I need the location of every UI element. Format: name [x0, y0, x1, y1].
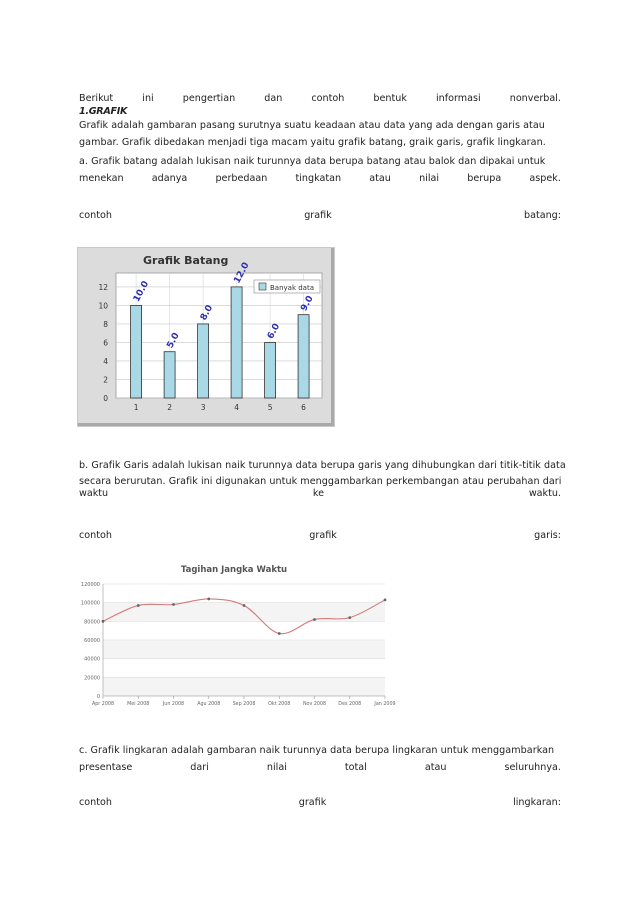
y-tick-label: 6: [103, 338, 108, 348]
x-tick-label: 1: [133, 403, 139, 412]
word: waktu: [79, 488, 109, 499]
line-chart-svg: [79, 561, 403, 711]
word: tingkatan: [295, 173, 342, 184]
y-tick-label: 12: [98, 282, 108, 292]
intro-line-1: [79, 93, 561, 105]
chart-title: Tagihan Jangka Waktu: [180, 565, 288, 575]
x-tick-label: Okt 2008: [268, 702, 291, 707]
y-tick-label: 0: [96, 694, 100, 700]
plot-band: [103, 621, 385, 640]
word: contoh: [311, 93, 345, 104]
section-b-line-3: [79, 488, 561, 500]
legend-swatch: [259, 283, 266, 290]
bar-value-label: 12.0: [232, 260, 252, 286]
x-tick-label: Jun 2008: [162, 702, 185, 707]
x-tick-label: Agu 2008: [197, 702, 221, 707]
plot-band: [103, 584, 385, 603]
word: grafik: [304, 210, 332, 221]
y-tick-label: 10: [98, 301, 108, 311]
y-tick-label: 8: [103, 319, 108, 329]
word: seluruhnya.: [504, 762, 561, 773]
x-tick-label: Des 2008: [338, 702, 362, 707]
plot-band: [103, 659, 385, 678]
x-tick-label: Apr 2008: [91, 702, 115, 707]
word: nilai: [419, 173, 440, 184]
bar-value-label: 5.0: [165, 331, 182, 351]
word: ke: [312, 488, 325, 499]
y-tick-label: 20000: [84, 675, 100, 682]
data-point: [172, 603, 175, 606]
word: dan: [264, 93, 283, 104]
word: grafik: [298, 797, 327, 808]
word: contoh: [79, 797, 112, 808]
word: grafik: [309, 530, 337, 541]
word: total: [344, 762, 367, 773]
data-point: [243, 604, 246, 607]
y-tick-label: 80000: [84, 619, 100, 626]
bar-value-label: 6.0: [265, 322, 283, 341]
bar: [164, 352, 175, 398]
x-tick-label: 2: [167, 403, 172, 412]
section-a-example-caption: [79, 210, 561, 222]
x-tick-label: Jan 2009: [374, 702, 396, 707]
word: nonverbal.: [509, 93, 561, 104]
word: nilai: [266, 762, 287, 773]
y-tick-label: 100000: [80, 600, 100, 607]
y-tick-label: 4: [103, 356, 108, 366]
word: menekan: [79, 173, 124, 184]
bar: [298, 315, 309, 398]
intro-line-2: Grafik adalah gambaran pasang surutnya suatu keadaan atau data yang ada dengan garis atau: [79, 120, 545, 131]
chart-title: Grafik Batang: [143, 254, 229, 267]
y-tick-label: 0: [103, 394, 108, 403]
section-c-line-1: c. Grafik lingkaran adalah gambaran naik turunnya data berupa lingkaran untuk menggambarkan: [79, 745, 555, 756]
word: waktu.: [528, 488, 561, 499]
data-point: [278, 632, 281, 635]
bar: [265, 342, 276, 398]
legend: [254, 280, 320, 293]
data-point: [137, 604, 140, 607]
plot-band: [103, 640, 385, 659]
section-c-line-2: [79, 762, 561, 774]
section-a-line-2: [79, 173, 561, 185]
plot-band: [103, 677, 385, 696]
bar-chart: [77, 247, 335, 427]
section-heading: 1.GRAFIK: [79, 106, 128, 117]
word: contoh: [79, 530, 112, 541]
x-tick-label: 5: [267, 403, 273, 412]
x-tick-label: Nov 2008: [302, 702, 327, 707]
section-b-line-2: secara berurutan. Grafik ini digunakan untuk menggambarkan perkembangan atau perubahan dari: [79, 476, 562, 487]
word: berupa: [467, 173, 502, 184]
word: atau: [369, 173, 391, 184]
word: presentase: [79, 762, 133, 773]
section-a-line-1: a. Grafik batang adalah lukisan naik turunnya data berupa batang atau balok dan dipakai untuk: [79, 156, 546, 167]
x-tick-label: Sep 2008: [232, 702, 256, 707]
bar: [198, 324, 209, 398]
intro-line-3: gambar. Grafik dibedakan menjadi tiga macam yaitu grafik batang, graik garis, grafik lingkaran.: [79, 137, 546, 148]
y-tick-label: 2: [103, 375, 108, 385]
bar-value-label: 10.0: [131, 279, 152, 304]
word: perbedaan: [215, 173, 268, 184]
x-tick-label: 3: [200, 403, 206, 412]
word: garis:: [534, 530, 561, 541]
bar: [131, 305, 142, 398]
word: atau: [424, 762, 447, 773]
x-tick-label: Mei 2008: [127, 702, 150, 707]
word: informasi: [435, 93, 481, 104]
data-point: [348, 616, 351, 619]
data-point: [207, 598, 210, 601]
y-tick-label: 120000: [80, 582, 100, 588]
section-b-line-1: b. Grafik Garis adalah lukisan naik turunnya data berupa garis yang dihubungkan dari titik-titik data: [79, 460, 566, 471]
legend-label: Banyak data: [270, 284, 315, 292]
word: bentuk: [373, 93, 407, 104]
bar-value-label: 9.0: [299, 294, 316, 314]
word: dari: [190, 762, 209, 773]
word: ini: [142, 93, 154, 104]
x-tick-label: 4: [234, 403, 239, 412]
word: batang:: [523, 210, 561, 221]
bar-chart-svg: [78, 248, 336, 428]
bar-value-label: 8.0: [198, 303, 216, 323]
y-tick-label: 40000: [84, 656, 100, 663]
x-tick-label: 6: [301, 403, 306, 412]
data-point: [313, 618, 316, 621]
section-c-example-caption: [79, 797, 561, 809]
y-tick-label: 60000: [84, 638, 100, 644]
word: adanya: [151, 173, 188, 184]
data-point: [102, 620, 105, 623]
section-b-example-caption: [79, 530, 561, 542]
data-point: [384, 598, 387, 601]
line-chart: [79, 561, 403, 711]
word: aspek.: [529, 173, 561, 184]
word: Berikut: [79, 93, 114, 104]
word: contoh: [79, 210, 112, 221]
word: lingkaran:: [513, 797, 561, 808]
bar: [231, 287, 242, 398]
word: pengertian: [182, 93, 236, 104]
